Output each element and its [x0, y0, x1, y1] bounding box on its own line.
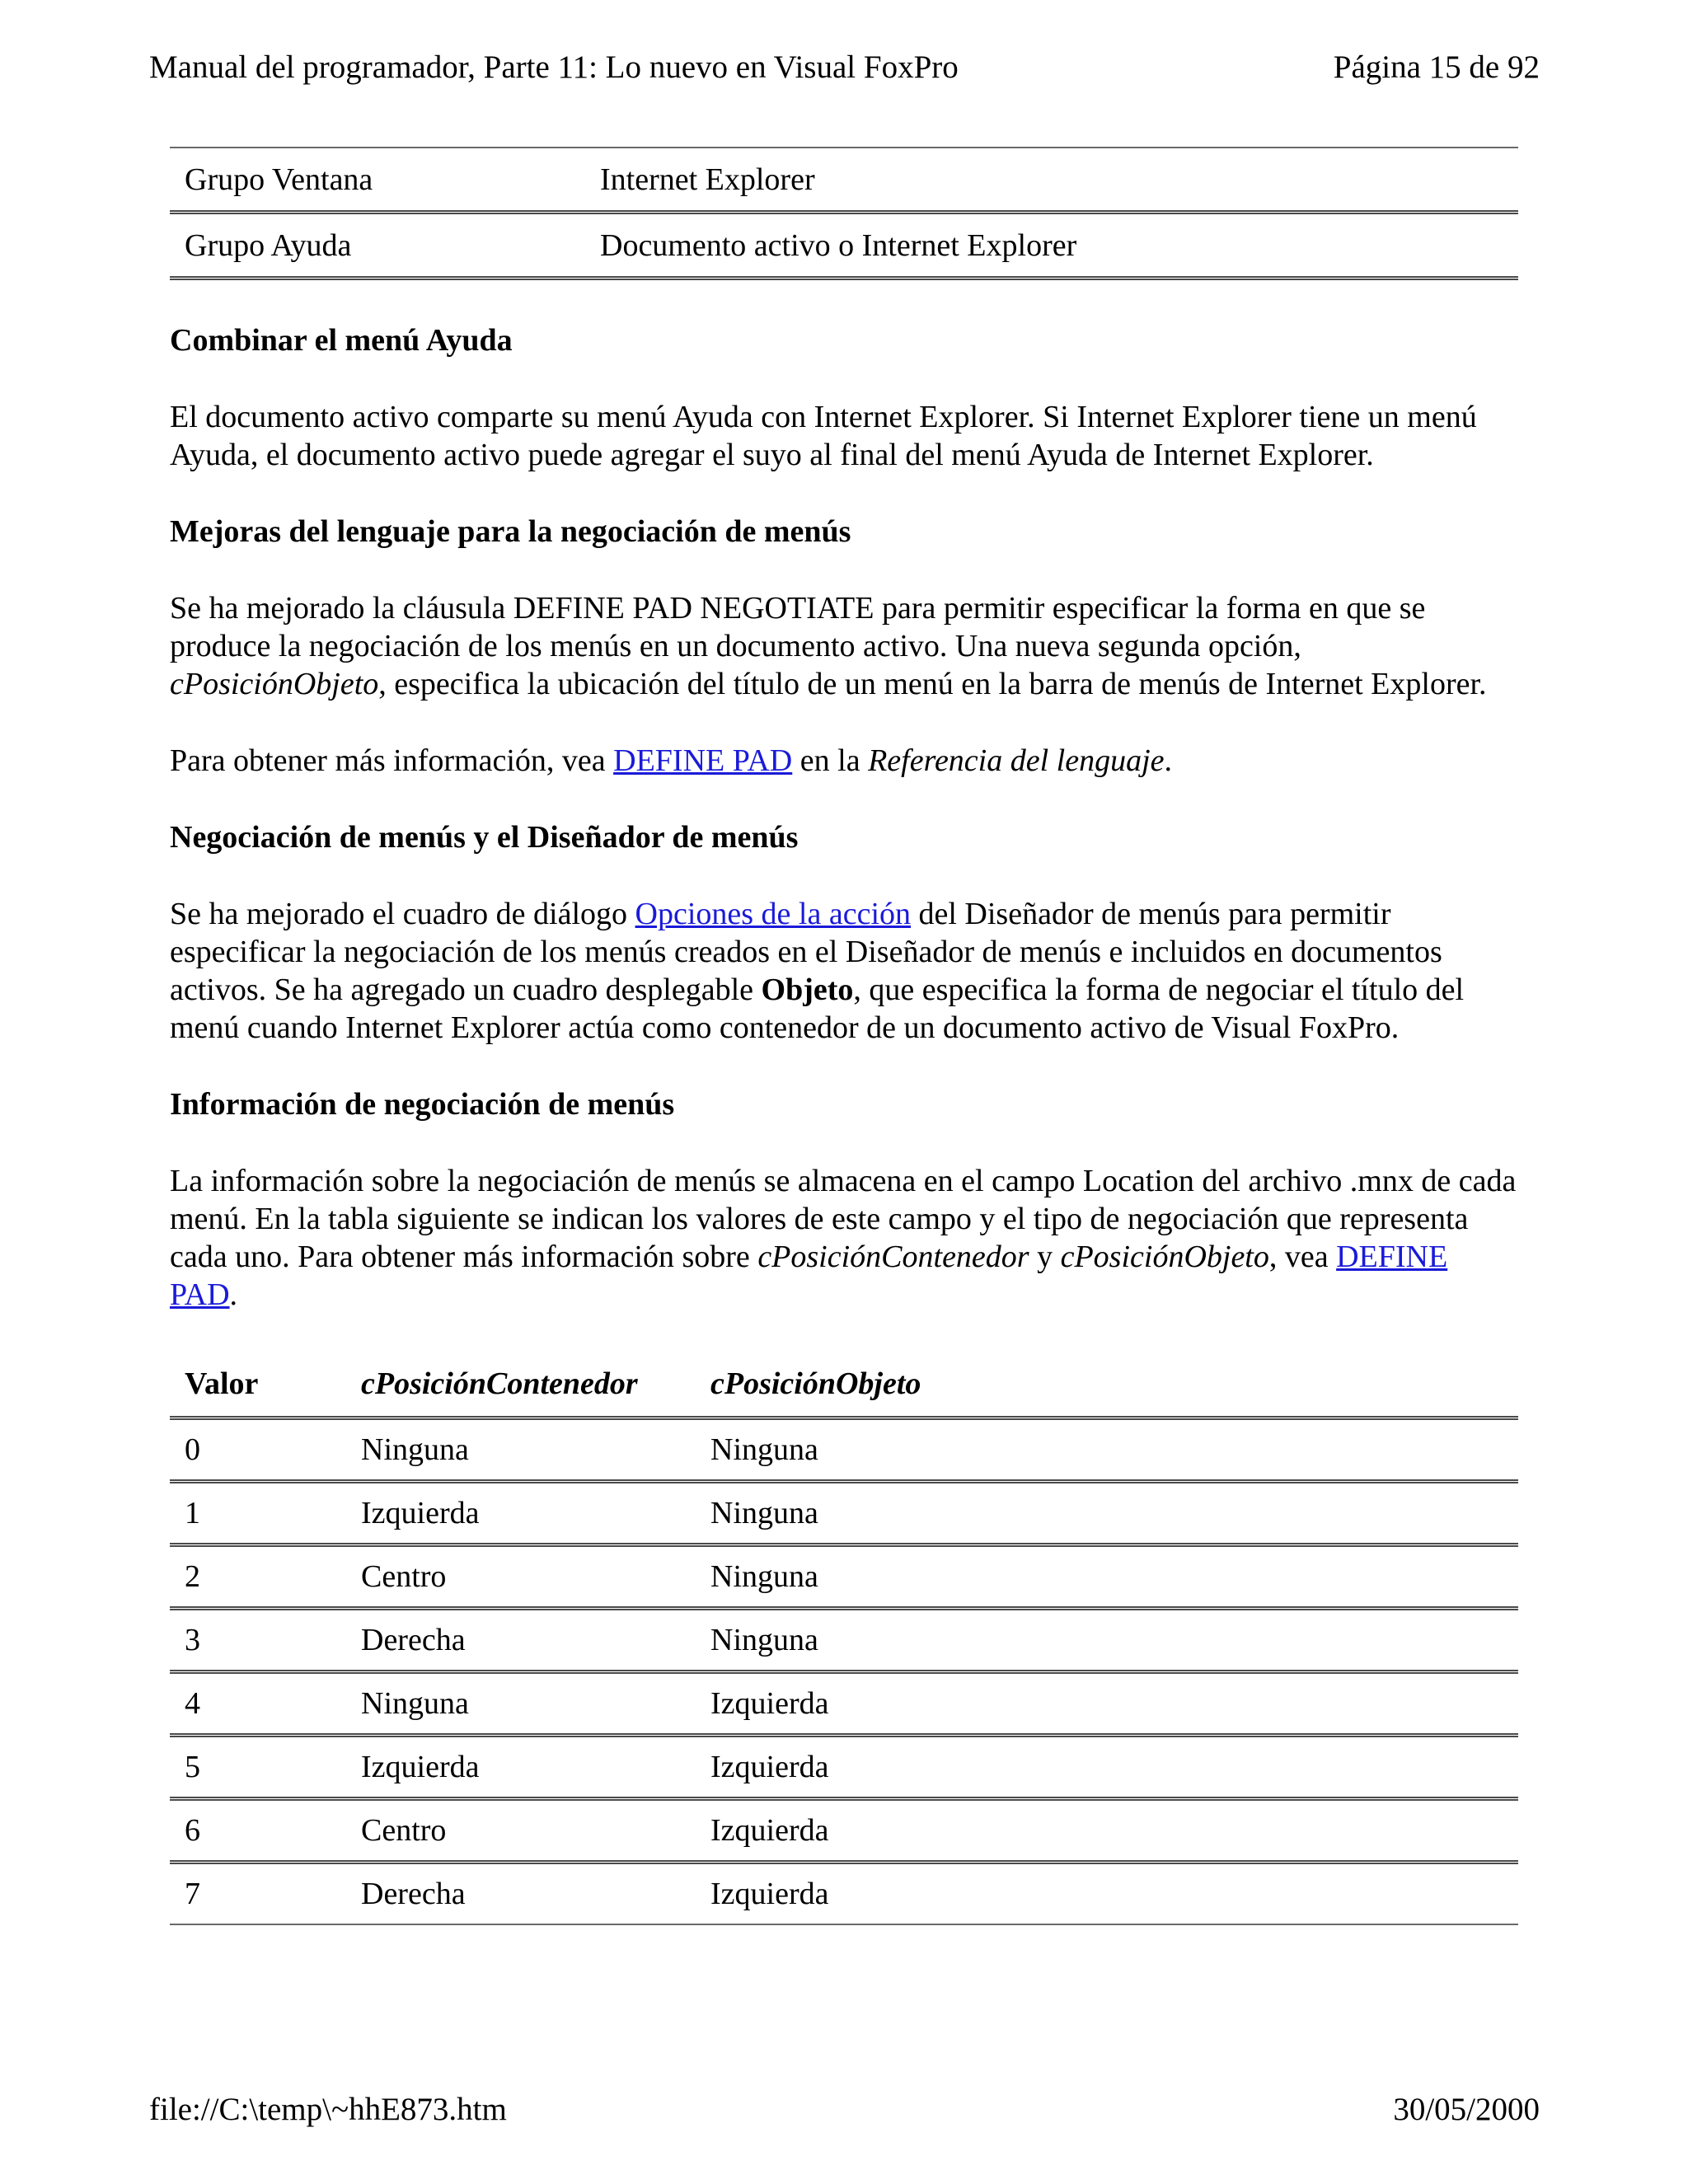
paragraph: Se ha mejorado el cuadro de diálogo Opciones de la acción del Diseñador de menús para permitir especificar la negociación de los menús creados en el Diseñador de menús e incluidos en documentos activos. Se ha agregado un cuadro desplegable Objeto, que especifica la forma de negociar el título del menú cuando Internet Explorer actúa como contenedor de un documento activo de Visual FoxPro. [170, 897, 1465, 1045]
table-cell: Izquierda [710, 1686, 829, 1721]
table-cell: Ninguna [710, 1559, 818, 1594]
table-cell: Grupo Ayuda [185, 227, 352, 263]
page-header-title: Manual del programador, Parte 11: Lo nuevo en Visual FoxPro [149, 49, 959, 85]
define-pad-link[interactable]: DEFINE PAD [170, 1240, 1448, 1312]
table-cell: Ninguna [710, 1432, 818, 1467]
table-cell: Izquierda [710, 1813, 829, 1848]
page-number: Página 15 de 92 [1333, 49, 1540, 85]
italic-term: cPosiciónObjeto [170, 667, 379, 701]
menu-groups-table [170, 147, 1518, 280]
table-cell: Derecha [361, 1877, 466, 1911]
table-row [170, 1737, 1518, 1797]
table-row [170, 1610, 1518, 1670]
document-body [170, 147, 1518, 1925]
table-cell: 1 [185, 1496, 200, 1530]
column-header: cPosiciónContenedor [361, 1366, 638, 1401]
table-cell: Centro [361, 1559, 447, 1594]
table-cell: Ninguna [710, 1496, 818, 1530]
page-footer-date: 30/05/2000 [1393, 2092, 1540, 2127]
table-cell: 7 [185, 1877, 200, 1911]
table-cell: Derecha [361, 1623, 466, 1657]
define-pad-link[interactable]: DEFINE PAD [613, 743, 793, 778]
table-cell: 2 [185, 1559, 200, 1594]
italic-term: cPosiciónObjeto [1060, 1240, 1269, 1274]
table-cell: Izquierda [710, 1750, 829, 1784]
table-cell: Internet Explorer [600, 162, 815, 197]
section-heading-mejoras-lenguaje: Mejoras del lenguaje para la negociación de menús [170, 514, 851, 549]
page-footer-path: file://C:\temp\~hhE873.htm [149, 2092, 507, 2127]
paragraph: La información sobre la negociación de menús se almacena en el campo Location del archivo .mnx de cada menú. En la tabla siguiente se indican los valores de este campo y el tipo de negociación que representa cada uno. Para obtener más información sobre cPosiciónContenedor y cPosiciónObjeto, vea DEFINE PAD. [170, 1164, 1517, 1312]
table-cell: Ninguna [361, 1686, 469, 1721]
paragraph: Se ha mejorado la cláusula DEFINE PAD NEGOTIATE para permitir especificar la forma en que se produce la negociación de los menús en un documento activo. Una nueva segunda opción, cPosiciónObjeto, especifica la ubicación del título de un menú en la barra de menús de Internet Explorer. [170, 591, 1487, 701]
table-cell: 5 [185, 1750, 200, 1784]
table-row [170, 1420, 1518, 1479]
table-row [170, 1864, 1518, 1924]
bold-term: Objeto [761, 972, 854, 1007]
table-header-row [170, 1352, 1518, 1416]
table-cell: Centro [361, 1813, 447, 1848]
table-row [170, 1801, 1518, 1860]
table-cell: Izquierda [361, 1750, 480, 1784]
negotiation-values-table [170, 1352, 1518, 1925]
opciones-accion-link[interactable]: Opciones de la acción [635, 897, 911, 931]
italic-term: cPosiciónContenedor [757, 1240, 1029, 1274]
table-row [170, 1483, 1518, 1543]
paragraph: Para obtener más información, vea DEFINE PAD en la Referencia del lenguaje. [170, 743, 1173, 778]
table-bottom-rule [170, 1924, 1518, 1925]
table-cell: 4 [185, 1686, 200, 1721]
table-row [170, 1547, 1518, 1606]
column-header: cPosiciónObjeto [710, 1366, 921, 1401]
table-cell: Ninguna [361, 1432, 469, 1467]
table-cell: 6 [185, 1813, 200, 1848]
table-row [170, 1674, 1518, 1733]
table-cell: Izquierda [361, 1496, 480, 1530]
italic-term: Referencia del lenguaje [868, 743, 1165, 778]
section-heading-negociacion-disenador: Negociación de menús y el Diseñador de menús [170, 820, 799, 855]
table-row [170, 214, 1518, 276]
paragraph: El documento activo comparte su menú Ayuda con Internet Explorer. Si Internet Explorer tiene un menú Ayuda, el documento activo puede agregar el suyo al final del menú Ayuda de Internet Explorer. [170, 400, 1477, 472]
table-cell: Grupo Ventana [185, 162, 373, 197]
column-header: Valor [185, 1366, 259, 1401]
table-cell: Ninguna [710, 1623, 818, 1657]
table-cell: Documento activo o Internet Explorer [600, 227, 1077, 263]
table-row [170, 148, 1518, 210]
section-heading-combinar-menu-ayuda: Combinar el menú Ayuda [170, 323, 513, 358]
table-cell: 0 [185, 1432, 200, 1467]
table-cell: 3 [185, 1623, 200, 1657]
section-heading-informacion-negociacion: Información de negociación de menús [170, 1087, 675, 1122]
table-cell: Izquierda [710, 1877, 829, 1911]
